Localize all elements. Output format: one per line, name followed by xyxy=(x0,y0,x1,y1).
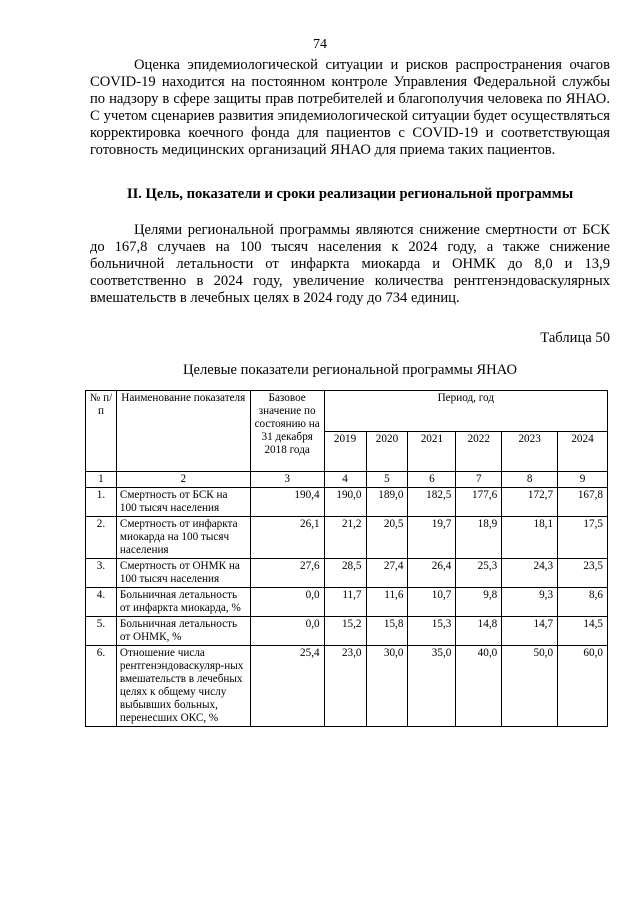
row-name: Смертность от ОНМК на 100 тысяч населения xyxy=(116,559,250,588)
row-value: 9,8 xyxy=(456,588,502,617)
row-value: 20,5 xyxy=(366,517,408,559)
paragraph-covid xyxy=(90,57,610,159)
row-base: 27,6 xyxy=(250,559,324,588)
row-value: 167,8 xyxy=(558,488,608,517)
header-year: 2021 xyxy=(408,431,456,472)
row-name: Смертность от инфаркта миокарда на 100 тысяч населения xyxy=(116,517,250,559)
column-number: 1 xyxy=(86,472,117,488)
row-value: 177,6 xyxy=(456,488,502,517)
row-num: 3. xyxy=(86,559,117,588)
header-year: 2020 xyxy=(366,431,408,472)
row-num: 1. xyxy=(86,488,117,517)
header-period: Период, год xyxy=(324,391,607,432)
row-value: 14,7 xyxy=(502,617,558,646)
table-row xyxy=(86,617,608,646)
row-value: 23,5 xyxy=(558,559,608,588)
header-year: 2024 xyxy=(558,431,608,472)
paragraph-goals-text: Целями региональной программы являются снижение смертности от БСК до 167,8 случаев на 100 тысяч населения к 2024 году, а также снижение больничной летальности от инфаркта миокарда и ОНМК до 8,0 и 13,9 соответственно в 2024 году, увеличение количества рентгенэндоваскулярных вмешательств в лечебных целях в 2024 году до 734 единиц. xyxy=(90,222,610,306)
row-value: 15,8 xyxy=(366,617,408,646)
header-year: 2019 xyxy=(324,431,366,472)
row-value: 35,0 xyxy=(408,646,456,727)
table-row xyxy=(86,559,608,588)
column-numbers-row xyxy=(86,472,608,488)
row-value: 40,0 xyxy=(456,646,502,727)
column-number: 7 xyxy=(456,472,502,488)
row-value: 189,0 xyxy=(366,488,408,517)
row-base: 0,0 xyxy=(250,617,324,646)
header-year: 2022 xyxy=(456,431,502,472)
table-row xyxy=(86,588,608,617)
row-value: 18,9 xyxy=(456,517,502,559)
table-title: Целевые показатели региональной программы ЯНАО xyxy=(182,362,517,378)
row-value: 28,5 xyxy=(324,559,366,588)
row-name: Отношение числа рентгенэндоваскуляр-ных вмешательств в лечебных целях к общему числу выбывших больных, перенесших ОКС, % xyxy=(116,646,250,727)
row-value: 18,1 xyxy=(502,517,558,559)
row-value: 15,2 xyxy=(324,617,366,646)
section-heading: II. Цель, показатели и сроки реализации региональной программы xyxy=(126,186,574,202)
row-value: 182,5 xyxy=(408,488,456,517)
page-number: 74 xyxy=(313,37,327,52)
header-year: 2023 xyxy=(502,431,558,472)
row-value: 27,4 xyxy=(366,559,408,588)
table-row xyxy=(86,488,608,517)
column-number: 8 xyxy=(502,472,558,488)
row-value: 10,7 xyxy=(408,588,456,617)
row-value: 9,3 xyxy=(502,588,558,617)
indicators-table xyxy=(85,390,608,727)
row-value: 30,0 xyxy=(366,646,408,727)
column-number: 2 xyxy=(116,472,250,488)
row-value: 23,0 xyxy=(324,646,366,727)
column-number: 6 xyxy=(408,472,456,488)
row-value: 14,8 xyxy=(456,617,502,646)
row-value: 60,0 xyxy=(558,646,608,727)
paragraph-goals xyxy=(90,222,610,307)
column-number: 9 xyxy=(558,472,608,488)
table-header-row xyxy=(86,391,608,432)
row-num: 2. xyxy=(86,517,117,559)
row-value: 17,5 xyxy=(558,517,608,559)
header-name: Наименование показателя xyxy=(116,391,250,472)
row-value: 11,7 xyxy=(324,588,366,617)
row-value: 24,3 xyxy=(502,559,558,588)
row-base: 26,1 xyxy=(250,517,324,559)
row-value: 26,4 xyxy=(408,559,456,588)
row-value: 172,7 xyxy=(502,488,558,517)
row-name: Смертность от БСК на 100 тысяч населения xyxy=(116,488,250,517)
table-label: Таблица 50 xyxy=(540,330,610,346)
row-base: 0,0 xyxy=(250,588,324,617)
row-value: 190,0 xyxy=(324,488,366,517)
column-number: 4 xyxy=(324,472,366,488)
row-value: 25,3 xyxy=(456,559,502,588)
row-name: Больничная летальность от ОНМК, % xyxy=(116,617,250,646)
row-name: Больничная летальность от инфаркта миокарда, % xyxy=(116,588,250,617)
row-num: 4. xyxy=(86,588,117,617)
row-value: 50,0 xyxy=(502,646,558,727)
paragraph-covid-text: Оценка эпидемиологической ситуации и рисков распространения очагов COVID-19 находится на постоянном контроле Управления Федеральной службы по надзору в сфере защиты прав потребителей и благополучия человека по ЯНАО. С учетом сценариев развития эпидемиологической ситуации будет осуществляться корректировка коечного фонда для пациентов с COVID-19 и соответствующая готовность медицинских организаций ЯНАО для приема таких пациентов. xyxy=(90,57,610,158)
row-base: 190,4 xyxy=(250,488,324,517)
row-value: 8,6 xyxy=(558,588,608,617)
column-number: 5 xyxy=(366,472,408,488)
row-value: 19,7 xyxy=(408,517,456,559)
row-value: 15,3 xyxy=(408,617,456,646)
column-number: 3 xyxy=(250,472,324,488)
header-num: № п/п xyxy=(86,391,117,472)
row-num: 6. xyxy=(86,646,117,727)
header-base: Базовое значение по состоянию на 31 декабря 2018 года xyxy=(250,391,324,472)
row-value: 21,2 xyxy=(324,517,366,559)
row-base: 25,4 xyxy=(250,646,324,727)
row-num: 5. xyxy=(86,617,117,646)
row-value: 11,6 xyxy=(366,588,408,617)
row-value: 14,5 xyxy=(558,617,608,646)
table-row xyxy=(86,517,608,559)
table-row xyxy=(86,646,608,727)
